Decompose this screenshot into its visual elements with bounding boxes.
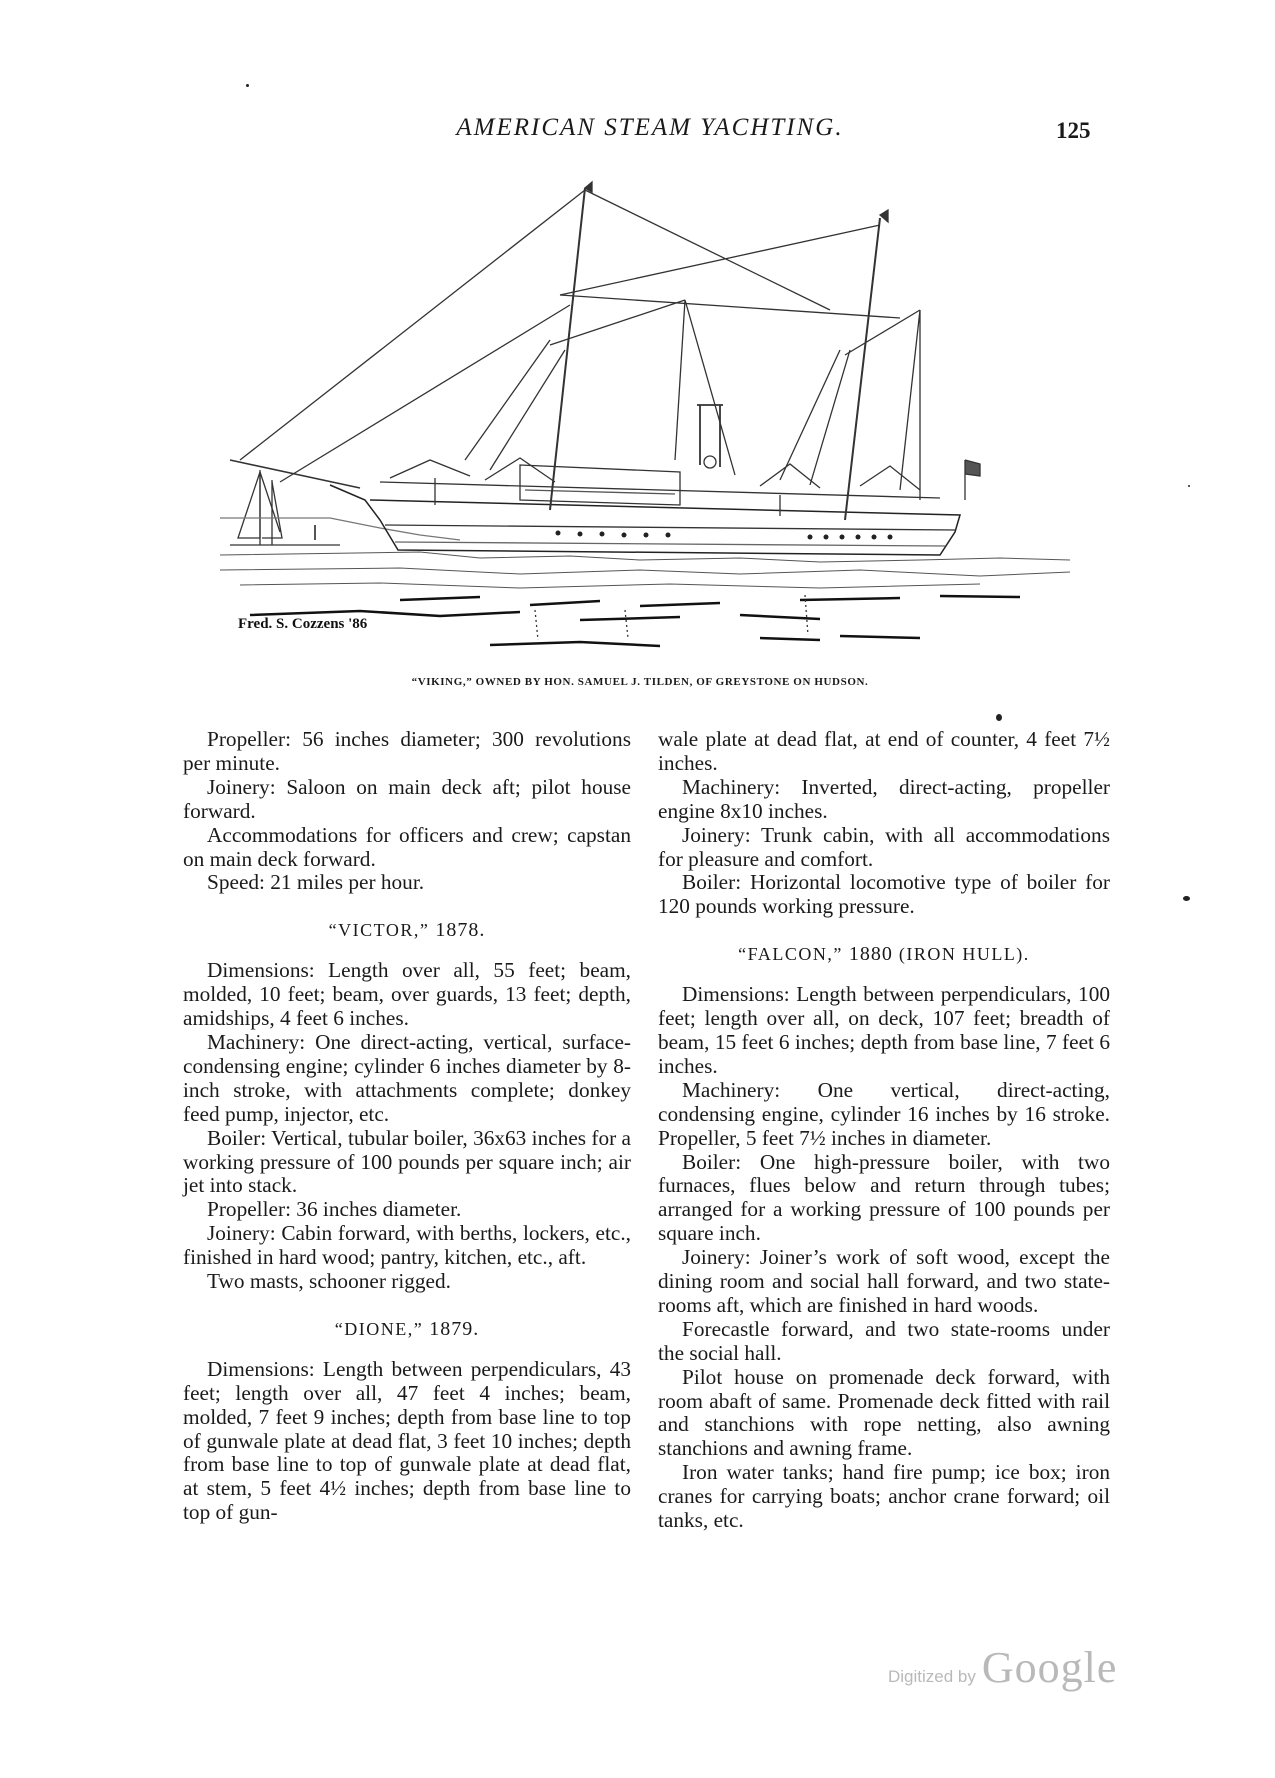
section-heading-victor [183,919,631,943]
running-title: AMERICAN STEAM YACHTING. [456,114,844,141]
paragraph-propeller: Propeller: 56 inches diameter; 300 revolutions per minute. [183,727,631,775]
section-heading-falcon [658,943,1110,967]
paragraph-falcon-machinery: Machinery: One vertical, direct-acting, condensing engine, cylinder 16 inches by 16 stroke. Propeller, 5 feet 7½ inches in diameter. [658,1077,1110,1150]
paragraph-victor-rig: Two masts, schooner rigged. [207,1269,451,1294]
paragraph-victor-joinery: Joinery: Cabin forward, with berths, lockers, etc., finished in hard wood; pantry, kitchen, etc., aft. [183,1221,631,1270]
yacht-name: “FALCON,” [738,944,843,965]
paragraph-victor-dimensions: Dimensions: Length over all, 55 feet; beam, molded, 10 feet; beam, over guards, 13 feet; depth, amidships, 4 feet 6 inches. [183,958,631,1031]
yacht-name: “DIONE,” [334,1318,424,1339]
scan-speck [246,84,249,87]
yacht-year: 1880 [848,943,893,966]
paragraph-accommodations: Accommodations for officers and crew; capstan on main deck forward. [183,822,631,871]
paragraph-victor-propeller: Propeller: 36 inches diameter. [207,1197,462,1222]
paragraph-falcon-pilot-house: Pilot house on promenade deck forward, with room abaft of same. Promenade deck fitted with rail and stanchions with rope netting, also awning stanchions and awning frame. [658,1364,1110,1461]
watermark-prefix: Digitized by [888,1667,976,1686]
paragraph-victor-machinery: Machinery: One direct-acting, vertical, surface-condensing engine; cylinder 6 inches diameter by 8-inch stroke, with attachments complete; donkey feed pump, injector, etc. [183,1029,631,1126]
paragraph-falcon-boiler: Boiler: One high-pressure boiler, with two furnaces, flues below and return through tubes; arranged for a working pressure of 100 pounds per square inch. [658,1149,1110,1246]
paragraph-speed: Speed: 21 miles per hour. [207,870,425,895]
paragraph-dione-dimensions-continued: wale plate at dead flat, at end of counter, 4 feet 7½ inches. [658,727,1110,775]
paragraph-falcon-dimensions: Dimensions: Length between perpendiculars, 100 feet; length over all, on deck, 107 feet; breadth of beam, 15 feet 6 inches; depth from base line, 7 feet 6 inches. [658,982,1110,1078]
paragraph-victor-boiler: Boiler: Vertical, tubular boiler, 36x63 inches for a working pressure of 100 pounds per square inch; air jet into stack. [183,1125,631,1198]
section-heading-dione [183,1318,631,1342]
yacht-year: 1878. [435,919,486,942]
artist-signature: Fred. S. Cozzens '86 [238,616,368,632]
paragraph-dione-dimensions: Dimensions: Length between perpendiculars, 43 feet; length over all, 47 feet 4 inches; beam, molded, 7 feet 9 inches; depth from base line to top of gunwale plate at dead flat, 3 feet 10 inches; depth from base line to top of gunwale plate at dead flat, at stem, 5 feet 4½ inches; depth from base line to top of gun- [183,1356,631,1525]
right-column [658,728,1110,1533]
paragraph-falcon-fittings: Iron water tanks; hand fire pump; ice box; iron cranes for carrying boats; anchor crane forward; oil tanks, etc. [658,1460,1110,1533]
scan-speck [1183,896,1190,901]
distant-schooner-icon [230,470,340,545]
page-number: 125 [1056,118,1091,143]
scan-speck [1188,485,1190,487]
paragraph-falcon-forecastle: Forecastle forward, and two state-rooms under the social hall. [658,1316,1110,1365]
hull-note: (IRON HULL). [898,944,1030,965]
digitization-watermark [888,1642,1117,1693]
paragraph-dione-boiler: Boiler: Horizontal locomotive type of boiler for 120 pounds working pressure. [658,870,1110,919]
paragraph-falcon-joinery: Joinery: Joiner’s work of soft wood, except the dining room and social hall forward, and two state-rooms aft, which are finished in hard woods. [658,1245,1110,1317]
paragraph-joinery: Joinery: Saloon on main deck aft; pilot house forward. [183,774,631,823]
yacht-year: 1879. [429,1317,480,1340]
steam-yacht-drawing-icon [220,160,1070,660]
left-column [183,728,631,1525]
paragraph-dione-machinery: Machinery: Inverted, direct-acting, propeller engine 8x10 inches. [658,774,1110,823]
yacht-illustration [220,160,1070,660]
yacht-name: “VICTOR,” [328,920,430,941]
paragraph-dione-joinery: Joinery: Trunk cabin, with all accommodations for pleasure and comfort. [658,822,1110,871]
google-logo-text: Google [981,1643,1118,1692]
figure-caption: “VIKING,” OWNED BY HON. SAMUEL J. TILDEN, OF GREYSTONE ON HUDSON. [411,676,869,688]
scan-speck [996,714,1002,721]
